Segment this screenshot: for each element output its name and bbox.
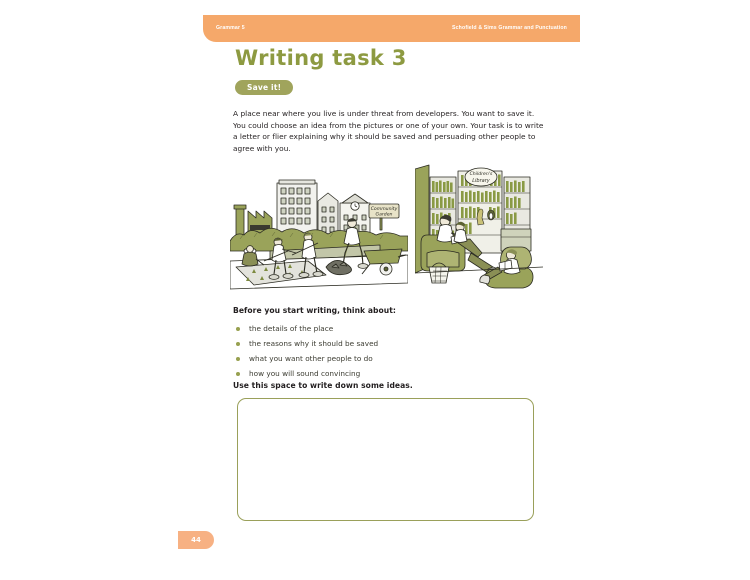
list-item-label: the reasons why it should be saved — [249, 339, 379, 348]
task-instructions-paragraph: A place near where you live is under threat from developers. You want to save it. You could choose an idea from the pictures or one of your own. Your task is to write a letter or flier explaining why it should be saved and persuading other people to agree with you. — [233, 109, 544, 153]
list-item — [233, 321, 493, 336]
write-ideas-prompt: Use this space to write down some ideas. — [233, 381, 413, 390]
think-about-heading: Before you start writing, think about: — [233, 306, 396, 315]
svg-text:Children's: Children's — [469, 172, 493, 177]
bullet-dot-icon — [236, 342, 240, 346]
ideas-answer-box[interactable] — [237, 398, 534, 521]
svg-text:Garden: Garden — [375, 212, 393, 218]
list-item — [233, 366, 493, 381]
illustration-row — [230, 163, 550, 296]
header-book-title: Schofield & Sims Grammar and Punctuation — [452, 24, 567, 31]
list-item-label: the details of the place — [249, 324, 334, 333]
header-unit-label: Grammar 5 — [216, 24, 245, 31]
page-header-bar — [203, 15, 580, 42]
bullet-dot-icon — [236, 327, 240, 331]
list-item — [233, 351, 493, 366]
svg-text:Library: Library — [472, 178, 490, 184]
save-it-badge: Save it! — [235, 80, 293, 95]
think-about-list — [233, 321, 493, 381]
page-number-badge: 44 — [178, 531, 214, 549]
list-item-label: how you will sound convincing — [249, 369, 361, 378]
childrens-library-illustration — [415, 163, 543, 296]
worksheet-page — [170, 0, 580, 580]
list-item — [233, 336, 493, 351]
bullet-dot-icon — [236, 357, 240, 361]
page-title: Writing task 3 — [235, 46, 407, 70]
bullet-dot-icon — [236, 372, 240, 376]
list-item-label: what you want other people to do — [249, 354, 373, 363]
community-garden-illustration — [230, 163, 408, 296]
svg-text:Community: Community — [370, 207, 398, 212]
